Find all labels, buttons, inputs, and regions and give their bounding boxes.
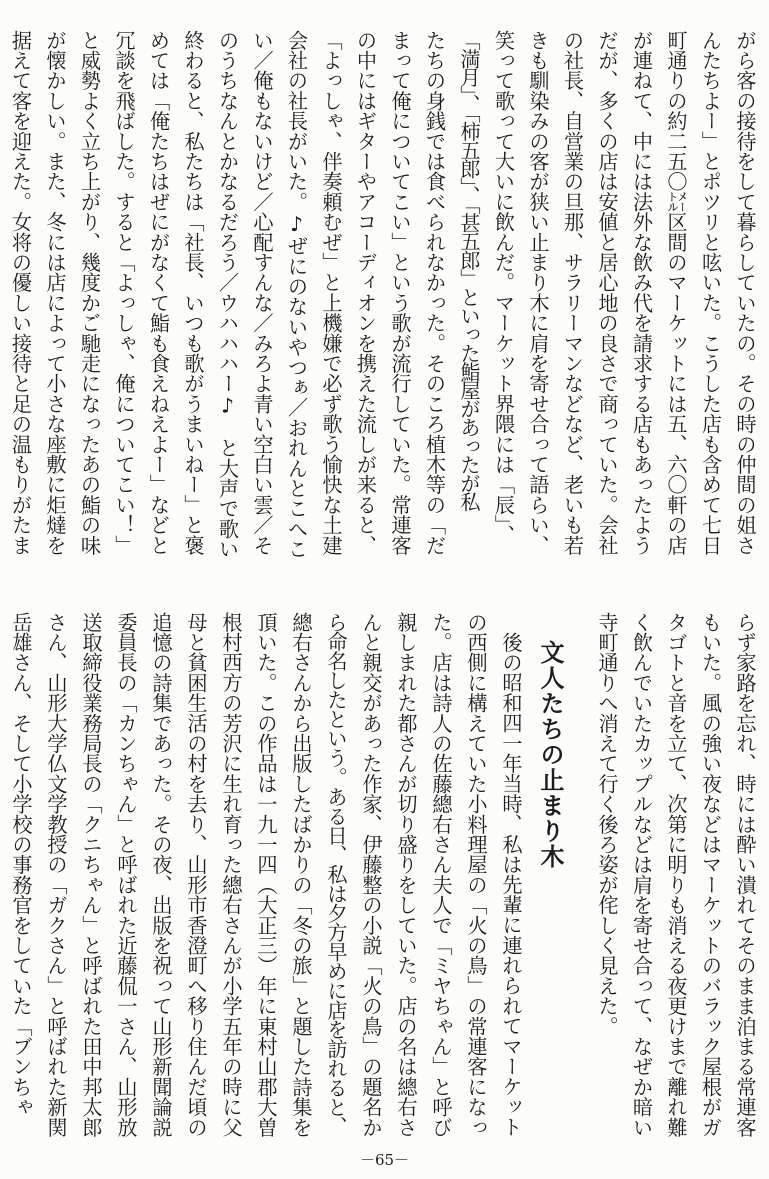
text-column: 頂いた。この作品は一九一四（大正三）年に東村山郡大曽 — [254, 612, 278, 1138]
text-column: 冗談を飛ばした。すると「よっしゃ、俺についてこい！」 — [112, 30, 136, 556]
text-column: の社長、自営業の旦那、サラリーマンなどなど、老いも若 — [560, 30, 585, 556]
text-column: らず家路を忘れ、時には酔い潰れてそのまま泊まる常連客 — [733, 612, 757, 1138]
text-column: まって俺についてこい」という歌が流行していた。常連客 — [388, 30, 412, 556]
text-column: の西側に構えていた小料理屋の「火の鳥」の常連客になっ — [464, 612, 488, 1138]
text-column: んたちよー」とポツリと呟いた。こうした店も含めて七日 — [698, 30, 723, 556]
text-column: 委員長の「カンちゃん」と呼ばれた近藤侃一さん、山形放 — [114, 612, 138, 1138]
text-column: 送取締役業務局長の「クニちゃん」と呼ばれた田中邦太郎 — [79, 612, 103, 1138]
text-column: 母と貧困生活の村を去り、山形市香澄町へ移り住んだ頃の — [184, 612, 208, 1138]
text-column: 「満月」、「柿五郎」、「甚五郎」といった鮨屋があったが私 — [457, 30, 481, 511]
text-column: の中にはギターやアコーディオンを携えた流しが来ると、 — [353, 30, 378, 556]
text-column: 總右さんから出版したばかりの「冬の旅」と題した詩集を — [289, 612, 313, 1138]
text-column: んと親交があった作家、伊藤整の小説「火の鳥」の題名か — [359, 612, 383, 1138]
section-heading: 文人たちの止まり木 — [536, 640, 564, 870]
text-column: と威勢よく立ち上がり、幾度かご馳走になったあの鮨の味 — [77, 30, 102, 556]
text-column: く飲んでいたカップルなどは肩を寄せ合って、なぜか暗い — [629, 612, 654, 1138]
text-column: 会社の社長がいた。♪ぜにのないやつぁ／おれんとこへこ — [284, 30, 309, 559]
bottom-intro-block — [590, 612, 763, 1137]
text-column: 岳雄さん、そして小学校の事務官をしていた「ブンちゃ — [9, 612, 33, 1117]
text-column: さん、山形大学仏文学教授の「ガクさん」と呼ばれた新関 — [44, 612, 68, 1138]
text-column: のうちなんとかなるだろう／ウハハハー♪ と大声で歌い — [215, 30, 240, 559]
text-column: たちの身銭では食べられなかった。そのころ植木等の「だ — [422, 30, 447, 556]
text-column: 根村西方の芳沢に生れ育った總右さんが小学五年の時に父 — [219, 612, 243, 1138]
text-column: 後の昭和四一年当時、私は先輩に連れられてマーケット — [499, 632, 523, 1138]
text-column: きも馴染みの客が狭い止まり木に肩を寄せ合って語らい、 — [526, 30, 550, 556]
text-column: 親しまれた都さんが切り盛りをしていた。店の名は總右さ — [394, 612, 418, 1138]
text-column: た。店は詩人の佐藤總右さん夫人で「ミヤちゃん」と呼び — [429, 612, 453, 1138]
text-column: ら命名したという。ある日、私は夕方早めに店を訪れると、 — [324, 612, 348, 1136]
text-column: 寺町通りへ消えて行く後ろ姿が侘しく見えた。 — [595, 612, 619, 1037]
text-column: 据えて客を迎えた。女将の優しい接待と足の温もりがたま — [8, 30, 33, 556]
text-column: が懐かしい。また、冬には店によって小さな座敷に炬燵を — [43, 30, 67, 556]
text-column: 追憶の詩集であった。その夜、出版を祝って山形新聞論説 — [149, 612, 173, 1138]
text-column: 「よっしゃ、伴奏頼むぜ」と上機嫌で必ず歌う愉快な土建 — [319, 30, 343, 556]
text-column: い／俺もないけど／心配すんな／みろよ青い空白い雲／そ — [250, 30, 274, 556]
text-column: もいた。風の強い夜などはマーケットのバラック屋根がガ — [698, 612, 723, 1138]
text-column: 町通りの約二五〇㍍区間のマーケットには五、六〇軒の店 — [664, 30, 688, 556]
text-column: タゴトと音を立て、次第に明りも消える夜更けまで離れ難 — [664, 612, 688, 1138]
text-column: 笑って歌って大いに飲んだ。マーケット界隈には「辰」、 — [491, 30, 516, 546]
page-number: －65－ — [359, 1151, 410, 1169]
text-column: 終わると、私たちは「社長、いつも歌がうまいねー」と褒 — [181, 30, 205, 556]
bottom-body-block — [3, 612, 528, 1137]
text-column: だが、多くの店は安値と居心地の良さで商っていた。会社 — [595, 30, 619, 556]
text-column: が連ねて、中には法外な飲み代を請求する店もあったよう — [629, 30, 654, 556]
text-column: がら客の接待をして暮らしていたの。その時の仲間の姐さ — [733, 30, 757, 556]
text-column: めては「俺たちはぜにがなくて鮨も食えねえよー」などと — [146, 30, 171, 556]
top-text-block — [3, 30, 762, 559]
